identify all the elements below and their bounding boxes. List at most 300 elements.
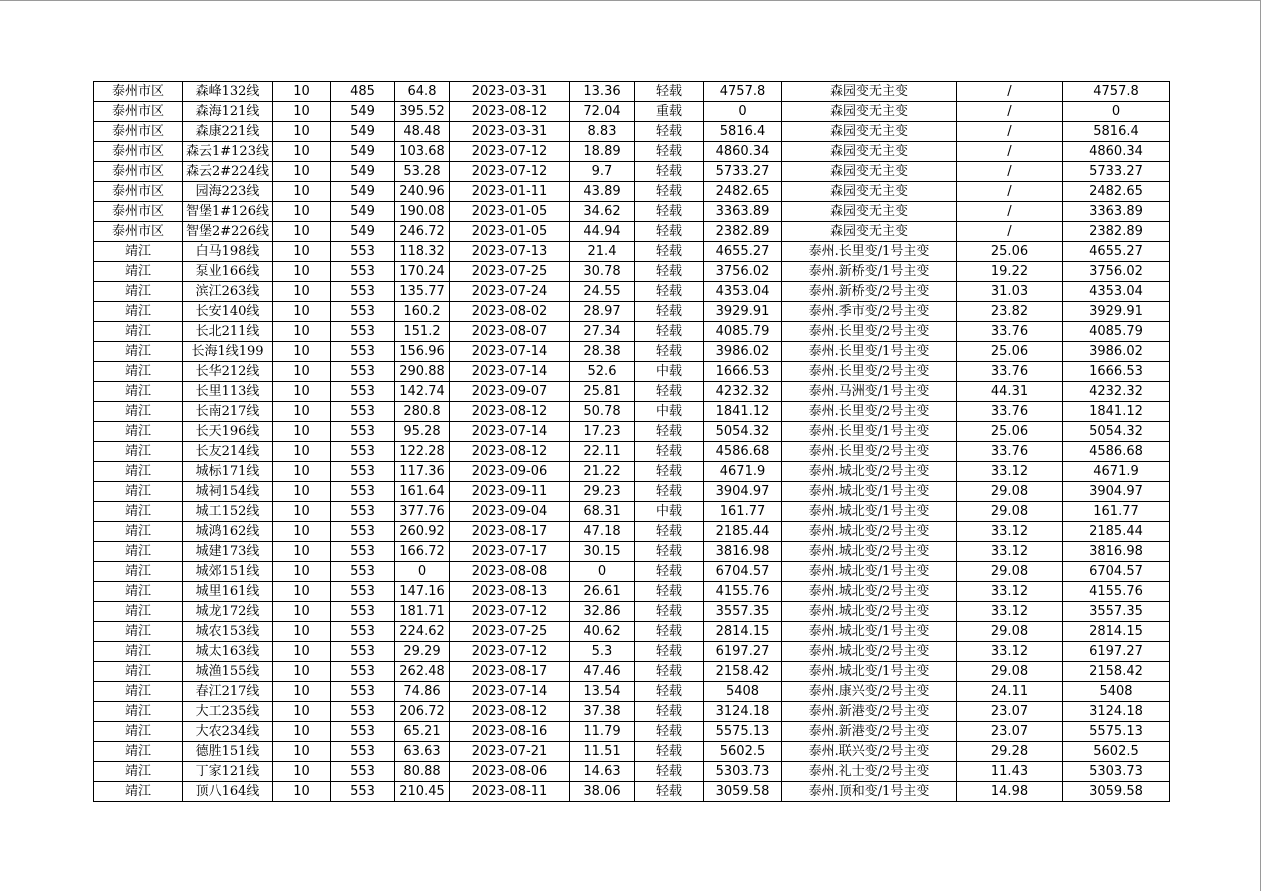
region-cell: 靖江: [94, 442, 183, 462]
region-cell: 靖江: [94, 342, 183, 362]
table-row: [94, 502, 1170, 522]
line-name-cell: 城标171线: [183, 462, 273, 482]
transformer-cell: 森园变无主变: [782, 182, 957, 202]
max-current-cell: 240.96: [395, 182, 450, 202]
transformer-cell: 森园变无主变: [782, 122, 957, 142]
region-cell: 泰州市区: [94, 142, 183, 162]
table-row: [94, 422, 1170, 442]
transformer-load-rate-cell: 23.07: [957, 702, 1063, 722]
transformer-load-rate-cell: 33.76: [957, 322, 1063, 342]
transformer-cell: 森园变无主变: [782, 222, 957, 242]
max-current-cell: 181.71: [395, 602, 450, 622]
capacity-cell: 553: [331, 742, 395, 762]
load-rate-cell: 11.79: [570, 722, 635, 742]
region-cell: 靖江: [94, 642, 183, 662]
max-current-cell: 395.52: [395, 102, 450, 122]
available-capacity-cell: 2482.65: [704, 182, 782, 202]
table-row: [94, 742, 1170, 762]
table-row: [94, 702, 1170, 722]
table-row: [94, 122, 1170, 142]
load-rate-cell: 72.04: [570, 102, 635, 122]
transformer-load-rate-cell: 11.43: [957, 762, 1063, 782]
voltage-cell: 10: [273, 242, 331, 262]
available-capacity-cell: 4586.68: [704, 442, 782, 462]
region-cell: 靖江: [94, 522, 183, 542]
load-status-cell: 轻载: [635, 622, 704, 642]
open-capacity-cell: 2185.44: [1063, 522, 1170, 542]
table-row: [94, 302, 1170, 322]
available-capacity-cell: 4085.79: [704, 322, 782, 342]
transformer-load-rate-cell: /: [957, 222, 1063, 242]
transformer-load-rate-cell: 25.06: [957, 242, 1063, 262]
capacity-cell: 553: [331, 462, 395, 482]
load-status-cell: 轻载: [635, 562, 704, 582]
capacity-cell: 549: [331, 142, 395, 162]
load-status-cell: 轻载: [635, 522, 704, 542]
region-cell: 靖江: [94, 282, 183, 302]
load-status-cell: 轻载: [635, 542, 704, 562]
available-capacity-cell: 3124.18: [704, 702, 782, 722]
load-rate-cell: 34.62: [570, 202, 635, 222]
line-name-cell: 智堡1#126线: [183, 202, 273, 222]
load-rate-cell: 44.94: [570, 222, 635, 242]
transformer-load-rate-cell: 31.03: [957, 282, 1063, 302]
table-row: [94, 622, 1170, 642]
available-capacity-cell: 2382.89: [704, 222, 782, 242]
available-capacity-cell: 3557.35: [704, 602, 782, 622]
voltage-cell: 10: [273, 522, 331, 542]
region-cell: 靖江: [94, 702, 183, 722]
transformer-cell: 泰州.顶和变/1号主变: [782, 782, 957, 802]
capacity-cell: 553: [331, 602, 395, 622]
transformer-load-rate-cell: /: [957, 82, 1063, 102]
capacity-cell: 553: [331, 782, 395, 802]
transformer-cell: 泰州.长里变/1号主变: [782, 422, 957, 442]
capacity-cell: 553: [331, 562, 395, 582]
capacity-cell: 553: [331, 582, 395, 602]
max-current-cell: 135.77: [395, 282, 450, 302]
available-capacity-cell: 1666.53: [704, 362, 782, 382]
max-current-cell: 161.64: [395, 482, 450, 502]
transformer-cell: 泰州.城北变/2号主变: [782, 642, 957, 662]
line-name-cell: 滨江263线: [183, 282, 273, 302]
load-status-cell: 轻载: [635, 302, 704, 322]
date-cell: 2023-08-12: [450, 702, 570, 722]
max-current-cell: 64.8: [395, 82, 450, 102]
line-name-cell: 大农234线: [183, 722, 273, 742]
table-row: [94, 522, 1170, 542]
transformer-load-rate-cell: /: [957, 102, 1063, 122]
voltage-cell: 10: [273, 762, 331, 782]
region-cell: 靖江: [94, 362, 183, 382]
max-current-cell: 103.68: [395, 142, 450, 162]
transformer-load-rate-cell: 23.82: [957, 302, 1063, 322]
capacity-cell: 553: [331, 502, 395, 522]
table-row: [94, 202, 1170, 222]
capacity-cell: 553: [331, 702, 395, 722]
open-capacity-cell: 5816.4: [1063, 122, 1170, 142]
voltage-cell: 10: [273, 462, 331, 482]
line-name-cell: 城龙172线: [183, 602, 273, 622]
load-rate-cell: 30.15: [570, 542, 635, 562]
capacity-cell: 549: [331, 182, 395, 202]
max-current-cell: 262.48: [395, 662, 450, 682]
load-rate-cell: 21.4: [570, 242, 635, 262]
line-name-cell: 丁家121线: [183, 762, 273, 782]
max-current-cell: 190.08: [395, 202, 450, 222]
transformer-cell: 泰州.联兴变/2号主变: [782, 742, 957, 762]
table-row: [94, 362, 1170, 382]
load-status-cell: 轻载: [635, 202, 704, 222]
region-cell: 泰州市区: [94, 182, 183, 202]
transformer-cell: 泰州.康兴变/2号主变: [782, 682, 957, 702]
transformer-cell: 泰州.长里变/1号主变: [782, 242, 957, 262]
transformer-cell: 泰州.城北变/2号主变: [782, 602, 957, 622]
max-current-cell: 206.72: [395, 702, 450, 722]
capacity-cell: 553: [331, 622, 395, 642]
voltage-cell: 10: [273, 142, 331, 162]
table-row: [94, 542, 1170, 562]
load-rate-cell: 5.3: [570, 642, 635, 662]
voltage-cell: 10: [273, 262, 331, 282]
transformer-cell: 泰州.长里变/2号主变: [782, 322, 957, 342]
region-cell: 泰州市区: [94, 102, 183, 122]
load-rate-cell: 9.7: [570, 162, 635, 182]
available-capacity-cell: 0: [704, 102, 782, 122]
load-status-cell: 轻载: [635, 702, 704, 722]
voltage-cell: 10: [273, 102, 331, 122]
available-capacity-cell: 4860.34: [704, 142, 782, 162]
date-cell: 2023-08-07: [450, 322, 570, 342]
available-capacity-cell: 4757.8: [704, 82, 782, 102]
date-cell: 2023-07-12: [450, 602, 570, 622]
line-name-cell: 城农153线: [183, 622, 273, 642]
table-row: [94, 222, 1170, 242]
transformer-load-rate-cell: /: [957, 162, 1063, 182]
table-row: [94, 282, 1170, 302]
line-name-cell: 森云1#123线: [183, 142, 273, 162]
max-current-cell: 0: [395, 562, 450, 582]
voltage-cell: 10: [273, 322, 331, 342]
table-row: [94, 602, 1170, 622]
open-capacity-cell: 4353.04: [1063, 282, 1170, 302]
region-cell: 靖江: [94, 502, 183, 522]
max-current-cell: 74.86: [395, 682, 450, 702]
open-capacity-cell: 2158.42: [1063, 662, 1170, 682]
available-capacity-cell: 1841.12: [704, 402, 782, 422]
line-name-cell: 森海121线: [183, 102, 273, 122]
transformer-cell: 泰州.长里变/2号主变: [782, 402, 957, 422]
load-rate-cell: 27.34: [570, 322, 635, 342]
transformer-load-rate-cell: 24.11: [957, 682, 1063, 702]
load-status-cell: 轻载: [635, 182, 704, 202]
table-row: [94, 322, 1170, 342]
load-status-cell: 中载: [635, 402, 704, 422]
load-status-cell: 轻载: [635, 282, 704, 302]
load-rate-cell: 24.55: [570, 282, 635, 302]
load-rate-cell: 13.54: [570, 682, 635, 702]
capacity-cell: 553: [331, 282, 395, 302]
table-row: [94, 102, 1170, 122]
date-cell: 2023-08-16: [450, 722, 570, 742]
max-current-cell: 122.28: [395, 442, 450, 462]
date-cell: 2023-08-12: [450, 442, 570, 462]
transformer-load-rate-cell: /: [957, 122, 1063, 142]
load-rate-cell: 17.23: [570, 422, 635, 442]
date-cell: 2023-08-17: [450, 522, 570, 542]
capacity-cell: 553: [331, 422, 395, 442]
voltage-cell: 10: [273, 302, 331, 322]
table-row: [94, 402, 1170, 422]
region-cell: 靖江: [94, 542, 183, 562]
region-cell: 泰州市区: [94, 162, 183, 182]
transformer-load-rate-cell: 29.08: [957, 502, 1063, 522]
date-cell: 2023-03-31: [450, 122, 570, 142]
transformer-cell: 泰州.城北变/1号主变: [782, 622, 957, 642]
date-cell: 2023-07-25: [450, 262, 570, 282]
load-rate-cell: 40.62: [570, 622, 635, 642]
load-rate-cell: 30.78: [570, 262, 635, 282]
line-name-cell: 德胜151线: [183, 742, 273, 762]
transformer-load-rate-cell: 33.76: [957, 442, 1063, 462]
date-cell: 2023-07-14: [450, 342, 570, 362]
load-status-cell: 轻载: [635, 442, 704, 462]
load-status-cell: 轻载: [635, 162, 704, 182]
transformer-cell: 泰州.城北变/2号主变: [782, 522, 957, 542]
table-row: [94, 162, 1170, 182]
date-cell: 2023-07-12: [450, 642, 570, 662]
voltage-cell: 10: [273, 562, 331, 582]
load-rate-cell: 22.11: [570, 442, 635, 462]
open-capacity-cell: 3904.97: [1063, 482, 1170, 502]
region-cell: 靖江: [94, 662, 183, 682]
table-row: [94, 82, 1170, 102]
voltage-cell: 10: [273, 442, 331, 462]
load-status-cell: 轻载: [635, 682, 704, 702]
load-status-cell: 轻载: [635, 722, 704, 742]
transformer-cell: 森园变无主变: [782, 202, 957, 222]
date-cell: 2023-07-14: [450, 422, 570, 442]
date-cell: 2023-08-13: [450, 582, 570, 602]
table-row: [94, 482, 1170, 502]
voltage-cell: 10: [273, 742, 331, 762]
available-capacity-cell: 4671.9: [704, 462, 782, 482]
line-name-cell: 长华212线: [183, 362, 273, 382]
region-cell: 靖江: [94, 762, 183, 782]
open-capacity-cell: 3756.02: [1063, 262, 1170, 282]
voltage-cell: 10: [273, 182, 331, 202]
available-capacity-cell: 161.77: [704, 502, 782, 522]
line-name-cell: 大工235线: [183, 702, 273, 722]
load-rate-cell: 0: [570, 562, 635, 582]
table-row: [94, 722, 1170, 742]
capacity-cell: 553: [331, 762, 395, 782]
available-capacity-cell: 4155.76: [704, 582, 782, 602]
load-status-cell: 轻载: [635, 342, 704, 362]
line-name-cell: 森云2#224线: [183, 162, 273, 182]
date-cell: 2023-07-12: [450, 142, 570, 162]
available-capacity-cell: 5575.13: [704, 722, 782, 742]
max-current-cell: 280.8: [395, 402, 450, 422]
transformer-load-rate-cell: 29.28: [957, 742, 1063, 762]
capacity-cell: 553: [331, 542, 395, 562]
max-current-cell: 63.63: [395, 742, 450, 762]
max-current-cell: 95.28: [395, 422, 450, 442]
capacity-cell: 553: [331, 262, 395, 282]
table-row: [94, 342, 1170, 362]
capacity-cell: 549: [331, 162, 395, 182]
date-cell: 2023-07-12: [450, 162, 570, 182]
transformer-cell: 森园变无主变: [782, 82, 957, 102]
voltage-cell: 10: [273, 82, 331, 102]
voltage-cell: 10: [273, 162, 331, 182]
max-current-cell: 147.16: [395, 582, 450, 602]
voltage-cell: 10: [273, 542, 331, 562]
transformer-cell: 泰州.新桥变/2号主变: [782, 282, 957, 302]
load-status-cell: 重载: [635, 102, 704, 122]
table-row: [94, 662, 1170, 682]
transformer-cell: 泰州.新港变/2号主变: [782, 702, 957, 722]
load-rate-cell: 18.89: [570, 142, 635, 162]
max-current-cell: 210.45: [395, 782, 450, 802]
capacity-cell: 553: [331, 522, 395, 542]
open-capacity-cell: 4155.76: [1063, 582, 1170, 602]
open-capacity-cell: 3059.58: [1063, 782, 1170, 802]
line-name-cell: 长天196线: [183, 422, 273, 442]
table-row: [94, 262, 1170, 282]
line-name-cell: 城郊151线: [183, 562, 273, 582]
available-capacity-cell: 6197.27: [704, 642, 782, 662]
date-cell: 2023-08-08: [450, 562, 570, 582]
open-capacity-cell: 3929.91: [1063, 302, 1170, 322]
load-rate-cell: 29.23: [570, 482, 635, 502]
max-current-cell: 48.48: [395, 122, 450, 142]
available-capacity-cell: 5733.27: [704, 162, 782, 182]
open-capacity-cell: 5602.5: [1063, 742, 1170, 762]
region-cell: 泰州市区: [94, 82, 183, 102]
voltage-cell: 10: [273, 622, 331, 642]
date-cell: 2023-07-21: [450, 742, 570, 762]
open-capacity-cell: 5303.73: [1063, 762, 1170, 782]
line-name-cell: 城建173线: [183, 542, 273, 562]
load-status-cell: 轻载: [635, 142, 704, 162]
transformer-load-rate-cell: 33.76: [957, 362, 1063, 382]
table-row: [94, 582, 1170, 602]
open-capacity-cell: 1666.53: [1063, 362, 1170, 382]
capacity-cell: 553: [331, 362, 395, 382]
table-row: [94, 182, 1170, 202]
voltage-cell: 10: [273, 422, 331, 442]
date-cell: 2023-08-12: [450, 402, 570, 422]
region-cell: 靖江: [94, 262, 183, 282]
max-current-cell: 142.74: [395, 382, 450, 402]
line-name-cell: 长南217线: [183, 402, 273, 422]
max-current-cell: 156.96: [395, 342, 450, 362]
date-cell: 2023-01-05: [450, 202, 570, 222]
region-cell: 靖江: [94, 242, 183, 262]
max-current-cell: 29.29: [395, 642, 450, 662]
date-cell: 2023-07-24: [450, 282, 570, 302]
line-name-cell: 长北211线: [183, 322, 273, 342]
load-status-cell: 轻载: [635, 642, 704, 662]
capacity-cell: 549: [331, 102, 395, 122]
table-row: [94, 642, 1170, 662]
max-current-cell: 117.36: [395, 462, 450, 482]
line-name-cell: 城祠154线: [183, 482, 273, 502]
available-capacity-cell: 5408: [704, 682, 782, 702]
voltage-cell: 10: [273, 502, 331, 522]
transformer-load-rate-cell: /: [957, 142, 1063, 162]
load-rate-cell: 37.38: [570, 702, 635, 722]
load-status-cell: 轻载: [635, 742, 704, 762]
date-cell: 2023-08-12: [450, 102, 570, 122]
transformer-load-rate-cell: 23.07: [957, 722, 1063, 742]
open-capacity-cell: 5408: [1063, 682, 1170, 702]
region-cell: 靖江: [94, 782, 183, 802]
transformer-cell: 泰州.新桥变/1号主变: [782, 262, 957, 282]
transformer-cell: 泰州.长里变/1号主变: [782, 342, 957, 362]
transformer-cell: 泰州.新港变/2号主变: [782, 722, 957, 742]
open-capacity-cell: 3557.35: [1063, 602, 1170, 622]
open-capacity-cell: 3816.98: [1063, 542, 1170, 562]
region-cell: 靖江: [94, 462, 183, 482]
capacity-cell: 549: [331, 122, 395, 142]
transformer-cell: 泰州.城北变/1号主变: [782, 562, 957, 582]
table-row: [94, 762, 1170, 782]
load-status-cell: 轻载: [635, 782, 704, 802]
available-capacity-cell: 3363.89: [704, 202, 782, 222]
line-name-cell: 城里161线: [183, 582, 273, 602]
capacity-cell: 553: [331, 642, 395, 662]
max-current-cell: 53.28: [395, 162, 450, 182]
load-status-cell: 轻载: [635, 382, 704, 402]
open-capacity-cell: 5733.27: [1063, 162, 1170, 182]
transformer-cell: 泰州.马洲变/1号主变: [782, 382, 957, 402]
available-capacity-cell: 4232.32: [704, 382, 782, 402]
transformer-load-rate-cell: 25.06: [957, 342, 1063, 362]
line-name-cell: 顶八164线: [183, 782, 273, 802]
transformer-cell: 泰州.城北变/1号主变: [782, 502, 957, 522]
transformer-load-rate-cell: 29.08: [957, 662, 1063, 682]
max-current-cell: 160.2: [395, 302, 450, 322]
capacity-cell: 553: [331, 662, 395, 682]
load-rate-cell: 47.46: [570, 662, 635, 682]
transformer-cell: 泰州.长里变/2号主变: [782, 442, 957, 462]
line-name-cell: 园海223线: [183, 182, 273, 202]
region-cell: 靖江: [94, 602, 183, 622]
capacity-cell: 553: [331, 302, 395, 322]
feeder-load-table: [93, 81, 1170, 802]
max-current-cell: 65.21: [395, 722, 450, 742]
capacity-cell: 553: [331, 242, 395, 262]
transformer-cell: 泰州.城北变/1号主变: [782, 662, 957, 682]
region-cell: 泰州市区: [94, 202, 183, 222]
load-status-cell: 轻载: [635, 322, 704, 342]
date-cell: 2023-08-11: [450, 782, 570, 802]
voltage-cell: 10: [273, 362, 331, 382]
load-rate-cell: 13.36: [570, 82, 635, 102]
date-cell: 2023-09-07: [450, 382, 570, 402]
available-capacity-cell: 2185.44: [704, 522, 782, 542]
transformer-load-rate-cell: 33.12: [957, 602, 1063, 622]
table-row: [94, 442, 1170, 462]
voltage-cell: 10: [273, 482, 331, 502]
open-capacity-cell: 3124.18: [1063, 702, 1170, 722]
transformer-load-rate-cell: 44.31: [957, 382, 1063, 402]
transformer-cell: 森园变无主变: [782, 162, 957, 182]
date-cell: 2023-09-04: [450, 502, 570, 522]
open-capacity-cell: 5054.32: [1063, 422, 1170, 442]
